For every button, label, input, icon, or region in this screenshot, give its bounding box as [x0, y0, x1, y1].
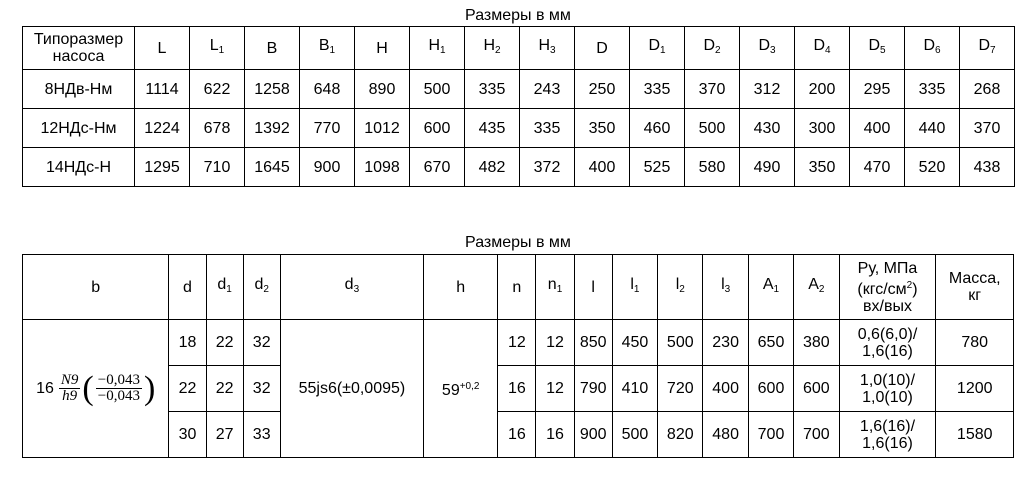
header-D5: $D_5$ — [850, 27, 905, 70]
value-cell: 370 — [685, 70, 740, 109]
header-n: n — [498, 255, 536, 320]
table1-caption: Размеры в мм — [465, 7, 571, 24]
value-cell: 490 — [740, 148, 795, 187]
header-h: h — [424, 255, 498, 320]
tolerance-fraction: $\frac{-0,043}{-0,043}$ — [97, 372, 140, 404]
header-D4: $D_4$ — [795, 27, 850, 70]
value-cell: 400 — [575, 148, 630, 187]
value-cell: 500 — [410, 70, 465, 109]
value-cell: 1295 — [135, 148, 190, 187]
model-cell: 8НДв-Нм — [23, 70, 135, 109]
dimensions-table-2 — [22, 254, 1014, 458]
pressure-cell: 1,6(16)/ 1,6(16) — [839, 412, 936, 458]
value-cell: 16 — [498, 412, 536, 458]
pressure-cell: 0,6(6,0)/ 1,6(16) — [839, 320, 936, 366]
value-cell: 32 — [243, 320, 280, 366]
mass-cell: 1200 — [936, 366, 1014, 412]
value-cell: 30 — [169, 412, 206, 458]
value-cell: 300 — [795, 109, 850, 148]
value-cell: 400 — [850, 109, 905, 148]
value-cell: 27 — [206, 412, 243, 458]
mass-unit: кг — [968, 287, 982, 304]
value-cell: 820 — [658, 412, 703, 458]
value-cell: 460 — [630, 109, 685, 148]
table-row — [23, 320, 1014, 366]
value-cell: 33 — [243, 412, 280, 458]
table2-caption: Размеры в мм — [465, 234, 571, 251]
value-cell: 312 — [740, 70, 795, 109]
header-D: D — [575, 27, 630, 70]
value-cell: 16 — [536, 412, 574, 458]
value-cell: 600 — [410, 109, 465, 148]
header-d2: $d_2$ — [243, 255, 280, 320]
header-H2: $H_2$ — [465, 27, 520, 70]
header-model: Типоразмер насоса — [23, 27, 135, 70]
value-cell: 380 — [794, 320, 839, 366]
value-cell: 335 — [905, 70, 960, 109]
header-D6: $D_6$ — [905, 27, 960, 70]
value-cell: 500 — [685, 109, 740, 148]
value-cell: 410 — [612, 366, 657, 412]
header-D1: $D_1$ — [630, 27, 685, 70]
value-cell: 243 — [520, 70, 575, 109]
value-cell: 500 — [658, 320, 703, 366]
b-formula: 16 $\frac{N9}{h9}$ ( $\frac{-0,043}{-0,043}$ ) — [36, 369, 156, 407]
value-cell: 22 — [206, 366, 243, 412]
table-row — [23, 412, 1014, 458]
value-cell: 1098 — [355, 148, 410, 187]
header-D3: $D_3$ — [740, 27, 795, 70]
table1-header-row — [23, 27, 1015, 70]
value-cell: 370 — [960, 109, 1015, 148]
dimensions-table-1 — [22, 26, 1015, 187]
value-cell: 850 — [574, 320, 612, 366]
d3-value-cell: 55js6(±0,0095) — [280, 320, 423, 458]
value-cell: 622 — [190, 70, 245, 109]
value-cell: 500 — [612, 412, 657, 458]
header-L: L — [135, 27, 190, 70]
model-cell: 14НДс-Н — [23, 148, 135, 187]
table-row — [23, 70, 1015, 109]
value-cell: 700 — [794, 412, 839, 458]
value-cell: 1258 — [245, 70, 300, 109]
header-B1: $B_1$ — [300, 27, 355, 70]
value-cell: 770 — [300, 109, 355, 148]
value-cell: 22 — [169, 366, 206, 412]
value-cell: 12 — [498, 320, 536, 366]
value-cell: 1012 — [355, 109, 410, 148]
value-cell: 1224 — [135, 109, 190, 148]
pressure-cell: 1,0(10)/ 1,0(10) — [839, 366, 936, 412]
value-cell: 480 — [703, 412, 748, 458]
table-row — [23, 366, 1014, 412]
model-cell: 12НДс-Нм — [23, 109, 135, 148]
value-cell: 1645 — [245, 148, 300, 187]
value-cell: 268 — [960, 70, 1015, 109]
value-cell: 335 — [520, 109, 575, 148]
value-cell: 372 — [520, 148, 575, 187]
value-cell: 678 — [190, 109, 245, 148]
value-cell: 440 — [905, 109, 960, 148]
header-D2: $D_2$ — [685, 27, 740, 70]
header-H3: $H_3$ — [520, 27, 575, 70]
header-D7: $D_7$ — [960, 27, 1015, 70]
value-cell: 650 — [748, 320, 793, 366]
value-cell: 580 — [685, 148, 740, 187]
h-value-cell: $59^{+0,2}$ — [424, 320, 498, 458]
value-cell: 450 — [612, 320, 657, 366]
pressure-label: Ру, МПа — [857, 259, 918, 277]
table2-header-row — [23, 255, 1014, 320]
value-cell: 438 — [960, 148, 1015, 187]
value-cell: 16 — [498, 366, 536, 412]
table-row — [23, 109, 1015, 148]
value-cell: 12 — [536, 320, 574, 366]
value-cell: 250 — [575, 70, 630, 109]
value-cell: 430 — [740, 109, 795, 148]
header-d1: $d_1$ — [206, 255, 243, 320]
value-cell: 600 — [748, 366, 793, 412]
value-cell: 710 — [190, 148, 245, 187]
value-cell: 295 — [850, 70, 905, 109]
header-d: d — [169, 255, 206, 320]
value-cell: 200 — [795, 70, 850, 109]
header-l1: $l_1$ — [612, 255, 657, 320]
header-d3: $d_3$ — [280, 255, 423, 320]
header-n1: $n_1$ — [536, 255, 574, 320]
value-cell: 230 — [703, 320, 748, 366]
value-cell: 12 — [536, 366, 574, 412]
value-cell: 670 — [410, 148, 465, 187]
header-B: B — [245, 27, 300, 70]
value-cell: 482 — [465, 148, 520, 187]
value-cell: 1114 — [135, 70, 190, 109]
table-row — [23, 148, 1015, 187]
value-cell: 890 — [355, 70, 410, 109]
header-b: b — [23, 255, 169, 320]
b-value-cell — [23, 320, 169, 458]
header-H: H — [355, 27, 410, 70]
header-A2: $A_2$ — [794, 255, 839, 320]
mass-cell: 780 — [936, 320, 1014, 366]
value-cell: 32 — [243, 366, 280, 412]
value-cell: 350 — [795, 148, 850, 187]
pressure-inout: вх/вых — [863, 297, 912, 315]
value-cell: 470 — [850, 148, 905, 187]
fit-fraction: $\frac{N9}{h9}$ — [60, 372, 79, 404]
value-cell: 400 — [703, 366, 748, 412]
value-cell: 22 — [206, 320, 243, 366]
value-cell: 335 — [630, 70, 685, 109]
value-cell: 900 — [574, 412, 612, 458]
mass-label: Масса, — [948, 270, 1001, 287]
value-cell: 435 — [465, 109, 520, 148]
header-mass — [936, 255, 1014, 320]
header-A1: $A_1$ — [748, 255, 793, 320]
value-cell: 600 — [794, 366, 839, 412]
value-cell: 335 — [465, 70, 520, 109]
value-cell: 18 — [169, 320, 206, 366]
header-l2: $l_2$ — [658, 255, 703, 320]
value-cell: 900 — [300, 148, 355, 187]
value-cell: 1392 — [245, 109, 300, 148]
value-cell: 520 — [905, 148, 960, 187]
value-cell: 700 — [748, 412, 793, 458]
value-cell: 648 — [300, 70, 355, 109]
value-cell: 720 — [658, 366, 703, 412]
mass-cell: 1580 — [936, 412, 1014, 458]
value-cell: 350 — [575, 109, 630, 148]
value-cell: 790 — [574, 366, 612, 412]
header-H1: $H_1$ — [410, 27, 465, 70]
header-l3: $l_3$ — [703, 255, 748, 320]
pressure-unit: $(кгс/см^2)$ — [857, 279, 918, 298]
header-l: l — [574, 255, 612, 320]
header-pressure — [839, 255, 936, 320]
value-cell: 525 — [630, 148, 685, 187]
header-L1: $L_1$ — [190, 27, 245, 70]
